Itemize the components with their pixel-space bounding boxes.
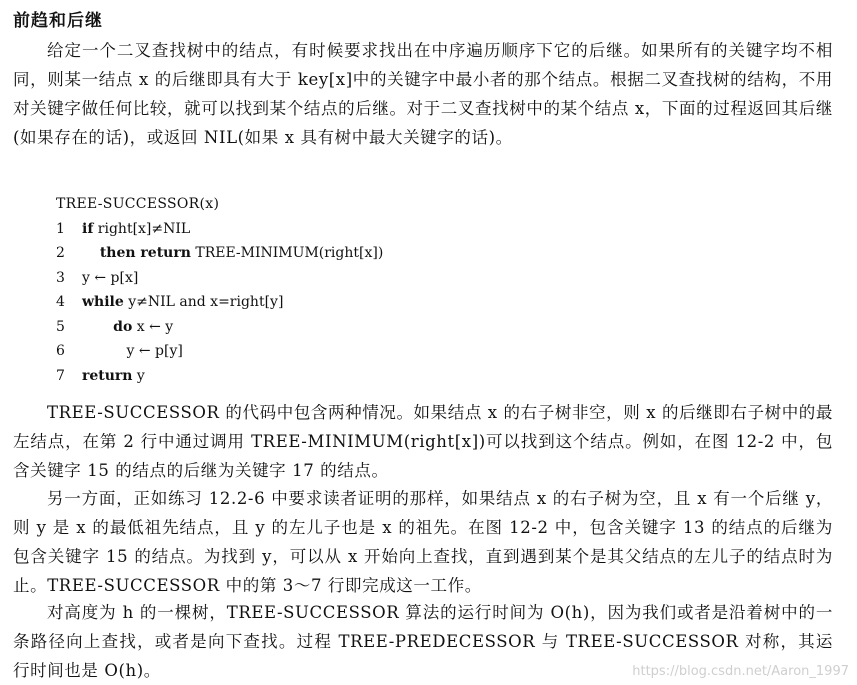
pseudocode-title: TREE-SUCCESSOR(x) [56, 196, 220, 212]
code-line: 6 y ← p[y] [56, 343, 183, 359]
paragraph-case-two: 另一方面，正如练习 12.2-6 中要求读者证明的那样，如果结点 x 的右子树为空，且 x 有一个后继 y，则 y 是 x 的最低祖先结点，且 y 的左儿子也是 x 的祖先。在图 12-2 中，包含关键字 13 的结点的后继为包含关键字 15 的结点。为找到 y，可以从 x 开始向上查找，直到遇到某个是其父结点的左儿子的结点时为止。TREE-SUCCESSOR 中的第 3～7 行即完成这一工作。 [13, 489, 833, 595]
paragraph-intro: 给定一个二叉查找树中的结点，有时候要求找出在中序遍历顺序下它的后继。如果所有的关键字均不相同，则某一结点 x 的后继即具有大于 key[x]中的关键字中最小者的那个结点。根据二叉查找树的结构，不用对关键字做任何比较，就可以找到某个结点的后继。对于二叉查找树中的某个结点 x，下面的过程返回其后继(如果存在的话)，或返回 NIL(如果 x 具有树中最大关键字的话)。 [13, 41, 833, 147]
code-line: 7 return y [56, 367, 145, 384]
code-line: 5 do x ← y [56, 318, 174, 335]
code-line: 3 y ← p[x] [56, 269, 139, 286]
paragraph-running-time: 对高度为 h 的一棵树，TREE-SUCCESSOR 算法的运行时间为 O(h)，因为我们或者是沿着树中的一条路径向上查找，或者是向下查找。过程 TREE-PREDECESSOR 与 TREE-SUCCESSOR 对称，其运行时间也是 O(h)。 [13, 603, 833, 680]
code-line: 2 then return TREE-MINIMUM(right[x]) [56, 245, 384, 261]
paragraph-case-one: TREE-SUCCESSOR 的代码中包含两种情况。如果结点 x 的右子树非空，则 x 的后继即右子树中的最左结点，在第 2 行中通过调用 TREE-MINIMUM(right[x])可以找到这个结点。例如，在图 12-2 中，包含关键字 15 的结点的后继为关键字 17 的结点。 [13, 403, 833, 480]
watermark: https://blog.csdn.net/Aaron_1997 [632, 664, 849, 679]
section-heading: 前趋和后继 [13, 11, 103, 31]
code-line: 1 if right[x]≠NIL [56, 220, 191, 237]
code-line: 4 while y≠NIL and x=right[y] [56, 294, 284, 310]
pseudocode-block [56, 192, 383, 388]
